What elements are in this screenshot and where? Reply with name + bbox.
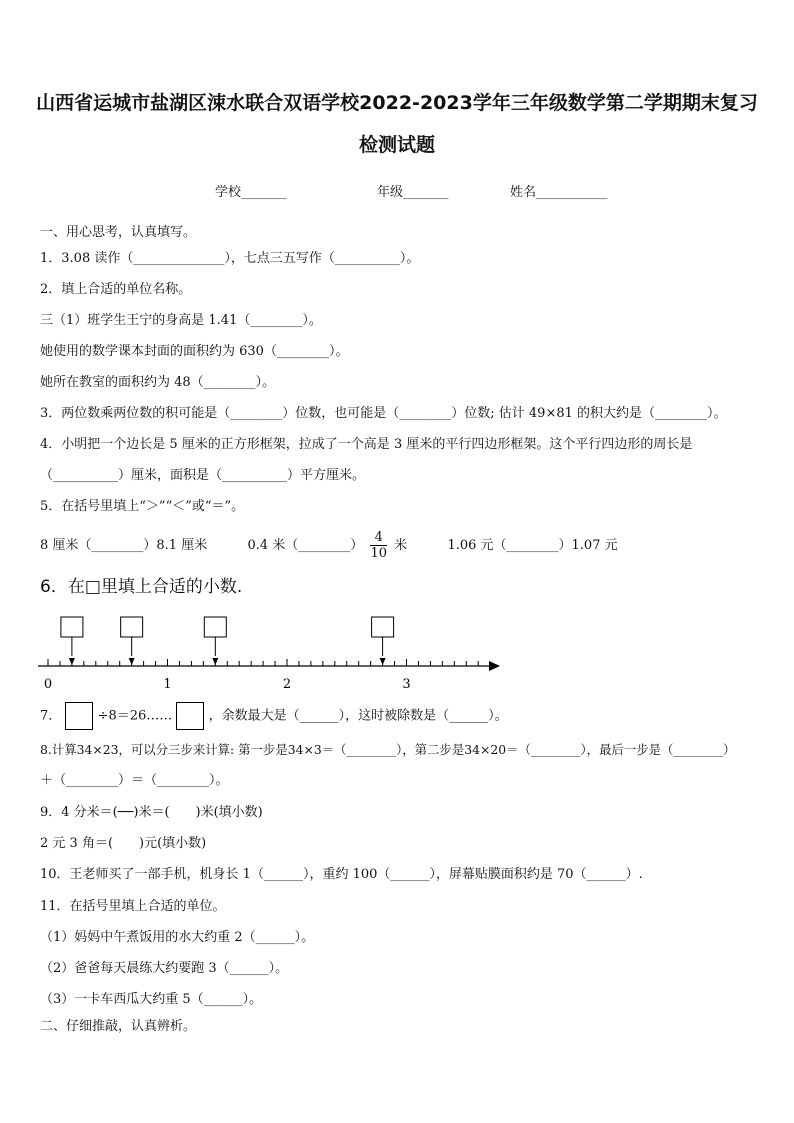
question-1: 1．3.08 读作（______________），七点三五写作（__________）。 [40, 251, 420, 266]
question-6: 6．在□里填上合适的小数. [40, 577, 243, 597]
answer-box-4 [372, 617, 394, 637]
question-11b: （2）爸爸每天晨练大约要跑 3（______）。 [40, 961, 289, 976]
number-line-arrowhead [489, 661, 500, 671]
question-5a: 8 厘米（________）8.1 厘米 [40, 538, 208, 553]
pointer-arrowhead-3 [212, 658, 218, 665]
grade-field[interactable]: 年级_______ [377, 185, 449, 200]
question-2: 2．填上合适的单位名称。 [40, 282, 192, 297]
dividend-box[interactable] [65, 702, 93, 730]
question-5b-pre: 0.4 米（________） [247, 538, 364, 553]
exam-title-line2: 检测试题 [358, 134, 435, 156]
question-9a: 9．4 分米＝(──)米＝( )米(填小数) [40, 805, 263, 820]
pointer-arrowhead-4 [380, 658, 386, 665]
question-7-text: ，余数最大是（______），这时被除数是（______）。 [208, 708, 508, 724]
fraction-denominator: 10 [370, 546, 387, 561]
pointer-arrowhead-1 [69, 658, 75, 665]
question-4-line1: 4．小明把一个边长是 5 厘米的正方形框架，拉成了一个高是 3 厘米的平行四边形框架。这个平行四边形的周长是 [40, 437, 693, 452]
question-5b-post: 米 [394, 538, 408, 553]
question-7-division: ÷8＝26…… [97, 708, 173, 724]
school-field[interactable]: 学校_______ [215, 185, 287, 200]
question-3: 3．两位数乘两位数的积可能是（________）位数，也可能是（________）位数; 估计 49×81 的积大约是（________）。 [40, 406, 727, 421]
question-7 [40, 702, 508, 730]
question-8-line1: 8.计算34×23，可以分三步来计算: 第一步是34×3＝（________），第二步是34×20＝（________），最后一步是（________） [40, 742, 736, 757]
question-10: 10．王老师买了一部手机，机身长 1（______），重约 100（______），屏幕贴膜面积约是 70（______）. [40, 867, 643, 882]
question-11a: （1）妈妈中午煮饭用的水大约重 2（______）。 [40, 930, 315, 945]
question-2b: 她使用的数学课本封面的面积约为 630（________）。 [40, 344, 349, 359]
question-11: 11．在括号里填上合适的单位。 [40, 899, 226, 914]
question-11c: （3）一卡车西瓜大约重 5（______）。 [40, 992, 263, 1007]
question-7-number: 7． [40, 708, 62, 724]
question-2c: 她所在教室的面积约为 48（________）。 [40, 375, 276, 390]
section2-heading: 二、仔细推敲，认真辨析。 [40, 1019, 197, 1034]
tick-label-2: 2 [282, 677, 292, 692]
answer-box-2 [121, 617, 143, 637]
remainder-box[interactable] [176, 702, 204, 730]
question-2a: 三（1）班学生王宁的身高是 1.41（________）。 [40, 313, 322, 328]
question-4-line2: （__________）厘米，面积是（__________）平方厘米。 [40, 468, 366, 483]
answer-box-1 [61, 617, 83, 637]
section1-heading: 一、用心思考，认真填写。 [40, 225, 197, 240]
name-field[interactable]: 姓名___________ [510, 185, 608, 200]
number-line [38, 617, 500, 692]
tick-label-1: 1 [163, 677, 172, 692]
question-5: 5．在括号里填上“＞”“＜”或“＝”。 [40, 499, 245, 514]
question-9b: 2 元 3 角＝( )元(填小数) [40, 836, 207, 851]
answer-box-3 [204, 617, 226, 637]
tick-label-3: 3 [402, 677, 411, 692]
question-8-line2: ＋（________）＝（________）。 [40, 773, 229, 788]
exam-title-line1: 山西省运城市盐湖区涑水联合双语学校2022-2023学年三年级数学第二学期期末复习 [36, 92, 758, 114]
pointer-arrowhead-2 [129, 658, 135, 665]
fraction-numerator: 4 [370, 530, 387, 546]
tick-label-0: 0 [43, 677, 53, 692]
question-5c: 1.06 元（________）1.07 元 [447, 538, 618, 553]
